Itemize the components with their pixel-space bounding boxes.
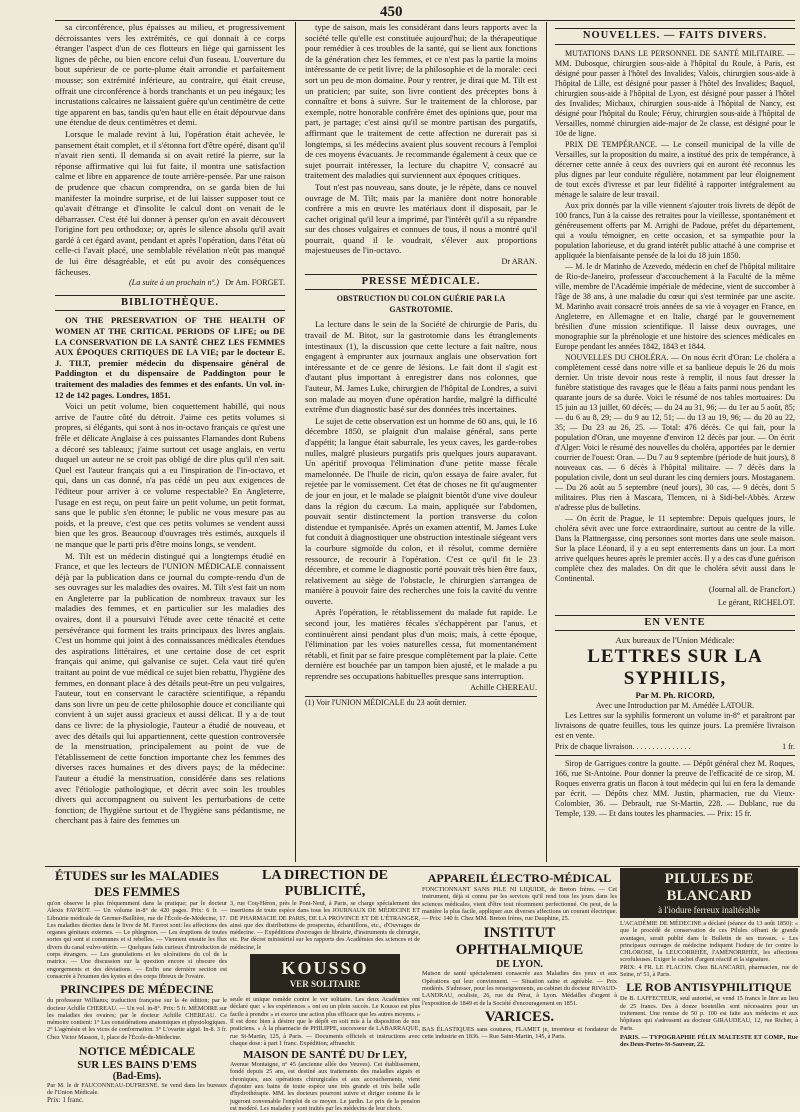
ad-subtitle: SUR LES BAINS D'EMS [77,1059,197,1072]
ads-column-3 [422,868,617,1088]
paragraph: M. Tilt est un médecin distingué qui a longtemps étudié en France, et que les lecteurs de l'UNION MÉDICALE connaissent déjà par la publication dans ce journal du compte-rendu d'un de ses ouvrages sur les maladies des ovaires. M. Tilt s'est fait un nom en Angleterre par la publication de nombreux travaux sur les maladies des femmes, et en particulier sur les maladies des ovaires, dont il a poursuivi l'étude avec cette ténacité et cette persévérance qui forment les traits principaux des livres anglais. C'est un homme qui joint à des connaissances médicales étendues des aspirations littéraires, et une certaine dose de cet esprit français qui anime, qui galvanise ce sujet. Cela vaut tiré qu'en traitant au point de vue médical ce sujet bien rebattu, l'hygiène des femmes, en donnant place à des détails peut-être un peu vulgaires, l'auteur, tout en conservant le caractère scientifique, a répandu dans son livre un peu de cette philosophie douce et conciliante qui convient à un sujet aussi gracieux et aussi délicat. Il y a de tout dans ce livre: de la physiologie, l'auteur a étudié de nouveau, et avec des détails qui lui appartiennent, cette question controversée de la menstruation, principalement au point de vue de l'établissement de cette fonction importante chez les femmes des diverses races humaines et des divers pays; de la médecine: l'auteur a étudié la menstruation, considérée dans ses relations avec l'étiologie pathologique, et décrit avec soin les troubles divers qui accompagnent ou suivent les perturbations de cette fonction; de l'hygiène surtout et de l'hygiène sans pédantisme, ne cherchant pas à faire des femmes un [55,550,285,826]
printer-imprint: PARIS. — TYPOGRAPHIE FÉLIX MALTESTE ET COMP., Rue des Deux-Portes-St-Sauveur, 22. [620,1033,798,1049]
ad-text: 3, rue Coq-Héron, près le Pont-Neuf, à Paris, se charge spécialement des insertions de toute espèce dans tous les JOURNAUX DE MÉDECINE ET DE PHARMACIE DE PARIS, DE LA PROVINCE ET DE L'ÉTRANGER, ainsi que des distributions de prospectus, échantillons, etc., d'Ouvrages de médecine. — Expéditions d'ouvrages de librairie, d'instruments de chirurgie, etc. Par décret ministériel sur les rapports des Académies des sciences et de médecine, le [230,900,420,951]
price-label: Prix de chaque livraison. . . . . . . . . . . . . . . [555,742,691,752]
ad-title: LA DIRECTION DE PUBLICITÉ, [261,868,389,899]
section-heading-bibliotheque: BIBLIOTHÈQUE. [55,295,285,312]
ad-title: NOTICE MÉDICALE [78,1044,196,1059]
paragraph: — M. le dr Marinho de Azevedo, médecin en chef de l'hôpital militaire de Rio-de-Janeiro, professeur d'accouchement à la Faculté de la même ville, membre de l'Académie impériale de médecine, vient de succomber à l'âge de 38 ans, à une maladie du cœur qui s'est terminée par une ascite. M. Marinho avait consacré trois années de sa vie à voyager en France, en Angleterre, en Allemagne et en Italie, chargé par le gouvernement brésilien d'une mission scientifique. Il laisse deux ouvrages, une monographie sur la phrénologie et une histoire des sciences médicales en Europe pendant les années 1842, 1843 et 1844. [555,261,795,351]
ad-title: PILULES DE BLANCARD [664,871,754,904]
ad-title: ÉTUDES sur les MALADIES DES FEMMES [54,868,220,899]
ad-subtitle: à l'iodure ferreux inaltérable [658,905,760,915]
ad-price: PRIX: 4 FR. LE FLACON. Chez BLANCARD, pharmacien, rue de Seine, nº 51, à Paris. [620,963,798,979]
header-rule [55,20,795,21]
book-intro: Avec une Introduction par M. Amédée LATOUR. [595,700,755,710]
paragraph: Après l'opération, le rétablissement du malade fut rapide. Le second jour, les matières fécales s'échappèrent par l'anus, et continuèrent ainsi pendant plus d'un mois; mais, à cette époque, l'élimination par les voies naturelles cessa, fut momentanément rétabli, et finit par se faire presque complètement par la plaie. Cette dernière est bouchée par un tampon bien ajusté, et le malade a pu reprendre ses occupations habituelles presque sans interruption. [305,607,537,682]
section-heading-nouvelles: NOUVELLES. — FAITS DIVERS. [555,28,795,45]
gerant-signature: Le gérant, RICHELOT. [717,598,795,608]
ad-title: PRINCIPES DE MÉDECINE [60,982,214,997]
author-signature: Dr Am. FORGET. [225,278,285,288]
ad-title: MAISON DE SANTÉ DU Dr LEY, [243,1049,407,1062]
ad-text: BAS ÉLASTIQUES sans coutures, FLAMET je, inventeur et fondateur de cette industrie en 1836. — Rue Saint-Martin, 145, à Paris. [422,1025,617,1041]
sale-location: Aux bureaux de l'Union Médicale: [615,635,735,646]
page-number: 450 [380,4,403,20]
ad-text: De B. LAFFECTEUR, seul autorisé, se vend 15 francs le litre au lieu de 25 francs. Des à douze bouteilles sont nécessaires pour un traitement. Une remise de 50 p. 100 est faite aux médecins et aux hôpitaux qui s'adressent au docteur GIRAUDEAU, 12, rue Richer, à Paris. [620,995,798,1032]
logo-word: KOUSSO [281,958,369,979]
ad-title: APPAREIL ÉLECTRO-MÉDICAL [427,871,612,885]
ad-banner [620,868,798,918]
kousso-logo [250,954,400,993]
ad-text: L'ACADÉMIE DE MÉDECINE a déclaré (séance du 13 août 1850): « que le procédé de conservation de ces Pilules offrant de grands avantages, serait publié dans le Bulletin de ses travaux. » Les principaux ouvrages de médecine indiquent l'iodure de fer contre la CHLOROSE, la LEUCORRHÉE, l'AMÉNORRHÉE, les affections scrofuleuses. Exiger le cachet d'argent réactif et la signature. [620,920,798,964]
ad-title: VARICES. [484,1008,555,1025]
footnote: (1) Voir l'UNION MÉDICALE du 23 août dernier. [305,696,537,708]
ad-subtitle: DE LYON. [496,959,543,971]
paragraph: NOUVELLES DU CHOLÉRA. — On nous écrit d'Oran: Le choléra a complètement cessé dans notre ville et sa banlieue depuis le 26 du mois dernier. Un triste devoir nous reste à remplir, il nous faut dresser la funèbre statistique des ravages que le fléau a faits parmi nous pendant les quarante jours de sa durée. Voici le résumé de nos tables mortuaires: Du 15 juin au 13 juillet, 60 décès; — du 24 au 31, 96; — du 1er au 5 août, 85; — du 6 au 8, 29; — du 9 au 12, 51; — du 13 au 19, 96; — du 20 au 22, 35; — Du 23 au 26, 25. — Total: 476 décès. Ce qui fait, pour la population d'Oran, une moyenne d'environ 12 décès par jour. — On écrit d'Alger: Voici le résumé des nouvelles du choléra, apportées par le dernier courrier de l'ouest: Oran. — Du 7 au 9 septembre (période de huit jours), 8 nouveaux cas. — 6 décès à l'hôpital militaire. — 7 décès dans la population civile, dont un seul durant les cinq derniers jours. Mostaganem. — Du 26 août au 5 septembre (neuf jours), 30 cas, — 9 décès, dont 5 militaires. Plus rien à Mascara, Tlemcen, ni à Sidi-bel-Abbès. Arzew n'adresse plus de bulletins. [555,352,795,512]
price-line [555,742,795,752]
logo-word: VER SOLITAIRE [289,979,361,990]
article-title: OBSTRUCTION DU COLON GUÉRIE PAR LA GASTROTOMIE. [336,294,506,314]
paragraph: Le sujet de cette observation est un homme de 60 ans, qui, le 16 décembre 1850, se plaignit d'un malaise général, sans perte d'appétit; la langue était saburrale, les yeux caves, les garde-robes nulles, malgré plusieurs purgatifs pris quelques jours auparavant. Un apéritif provoqua l'élimination d'une petite masse fécale mamelonnée. De l'huile de ricin, qu'on essaya de faire avaler, fut rejetée par le vomissement. Cet état de choses ne fit qu'augmenter de jour en jour, et le malade se plaignit bientôt d'une vive douleur dans la région du cæcum. La main, appliquée sur l'abdomen, pouvait sentir distinctement la portion transverse du colon distendue et tympanisée. Après un examen attentif, M. James Luke fut conduit à diagnostiquer une obstruction intestinale siégeant vers la courbure sigmoïde du colon, et il résolut, comme dernière ressource, de recourir à l'opération. C'est ce qu'il fit le 23 décembre, et comme le diagnostic porté pouvait très bien être faux, relativement au siège de l'obstacle, le chirurgien s'arrangea de manière à pouvoir faire des recherches une fois la cavité du ventre ouverte. [305,415,537,606]
ad-text: FONCTIONNANT SANS PILE NI LIQUIDE, de Breton frères. — Cet instrument, déjà si connu par les services qu'il rend tous les jours dans les sciences médicales, vient d'être tout récemment perfectionné. On peut, de la manière la plus facile, appliquer aux diverses affections un courant électrique. — Prix: 140 fr. Chez MM. Breton frères, rue Dauphine, 25. [422,886,617,923]
signature-line [55,278,285,289]
advert-sirop: Sirop de Garrigues contre la goutte. — Dépôt général chez M. Roques, 166, rue St-Antoine. Pour donner la preuve de l'efficacité de ce sirop, M. Roques enverra gratis un flacon à tout médecin qui lui en fera la demande par écrit. — Dépôts chez MM. Justin, pharmacien, rue du Vieux-Colombier, 36. — Debrault, rue St-Martin, 228. — Dublanc, rue du Temple, 139. — Et dans toutes les pharmacies. — Prix: 15 fr. [555,759,795,819]
book-author: Par M. Ph. RICORD, [635,689,715,700]
column-divider [295,22,296,862]
paragraph: Voici un petit volume, bien coquettement habillé, qui nous arrive de l'autre côté du détroit. J'aime ces petits volumes si propres, si élégants, qui sont à nos in-octavo français ce qu'est une frêle et délicate Anglaise à ces puissantes Flamandes dont Rubens a décoré ses tableaux; j'aime surtout cet usage anglais, en vertu duquel un auteur ne se croit pas obligé de dire plus qu'il n'en sait. Quel est l'auteur français qui a eu l'inspiration de l'in-octavo, et qui, dans un cas donné, n'a pas cédé un peu aux exigences de l'éditeur pour arriver à ce volume respectable? En Angleterre, l'usage en est reçu, on peut faire un petit volume, un petit format, sans que le public s'en étonne; le public ne vous mesure pas au poids, et la preuve, c'est que ces petits volumes se vendent aussi bien que les gros. Beaucoup d'ouvrages très estimés, auxquels il ne manque que le parti pris d'être moins longs, se vendent. [55,401,285,549]
paragraph: PRIX DE TEMPÉRANCE. — Le conseil municipal de la ville de Versailles, sur la proposition du maire, a institué des prix de tempérance, à décerner cette année à ceux des ouvriers qui en auront été reconnus les plus dignes par leur conduite régulière, notamment par leur éloignement de tout excès d'ivresse et par leur fidélité à rapporter intégralement au ménage le salaire de leur travail. [555,139,795,199]
column-left [55,22,285,862]
paragraph: Les Lettres sur la syphilis formeront un volume in-8° et paraîtront par livraisons de quatre feuilles, tous les quinze jours. La première livraison est en vente. [555,711,795,741]
ads-column-1 [47,868,227,1104]
source-note: (Journal all. de Francfort.) [708,584,795,594]
book-title-syphilis: LETTRES SUR LA SYPHILIS, [587,645,763,689]
paragraph: Lorsque le malade revint à lui, l'opération était achevée, le pansement était complet, et il s'étonna fort d'être opéré, disant qu'il n'avait rien senti. Il demanda si on avait retiré la pierre, sur la réponse affirmative qui lui fut faite, il montra une satisfaction calme et libre en apparence de toute arrière-pensée. Par une raison de prudence que chacun comprendra, on se garda bien de lui manifester la moindre surprise, et de lui laisser supposer tout ce qu'avait d'étrange et d'insolite le calcul dont on venait de le débarrasser. C'est été lui donner à penser qu'on en avait découvert l'origine fort peu orthodoxe; or, après le silence absolu qu'il avait gardé à cet égard avant, pendant et après l'opération, dans l'état où celle-ci l'avait placé, une semblable révélation n'eût pas manqué de lui être désagréable, et eût pu avoir des conséquences fâcheuses. [55,128,285,277]
paragraph: Aux prix donnés par la ville viennent s'ajouter trois livrets de dépôt de 100 francs, l'un à la caisse des retraites pour la vieillesse, spontanément et généreusement offerts par M. Arrighi de Padoue, préfet du département, qui a voulu témoigner, en cette occasion, et sa sympathie pour la population laborieuse, et du grand intérêt public attaché à une comprise et appliquée la bienfaisante pensée de la loi du 18 juin 1850. [555,200,795,260]
column-right [555,22,795,862]
ad-text: Maison de santé spécialement consacrée aux Maladies des yeux et aux Opérations qui leur conviennent. — Situation saine et agréable. — Prix modérés. S'adresser, pour les renseignements, au cabinet du docteur RIVAUD-LANDRAU, oculiste, 26, rue du Pérat, à Lyon. Médailles d'argent à l'exposition de 1849 et de la Société d'encouragement en 1851. [422,970,617,1007]
ad-text: du professeur Williams; traduction française sur la 4e édition; par le docteur Achille CHEREAU. — Un vol. in-8°. Prix: 5 fr. MÉMOIRE sur les maladies des ovaires; par le docteur Achille CHEREAU. Ce mémoire contient: 1° Les considérations anatomiques et physiologiques. 2° L'agénésie et les vices de conformation. 3° L'ovarite aiguë. In-8. 3 fr. Chez Victor Masson, 1, place de l'École-de-Médecine. [47,997,227,1041]
ads-column-4 [620,868,798,1088]
ad-subtitle: (Bad-Ems). [112,1071,162,1083]
price-value: 1 fr. [782,742,795,752]
paragraph: La lecture dans le sein de la Société de chirurgie de Paris, du travail de M. Bitot, sur la gastrotomie dans les étranglements intestinaux (1), la discussion que cette lecture a fait naître, nous engagent à emprunter aux journaux anglais une observation fort intéressante et de ce genre de lésions. Le fait dont il s'agit est d'autant plus important à enregistrer dans nos colonnes, que l'auteur, M. James Luke, chirurgien de l'hôpital de Londres, a suivi son malade au moyen d'une opération hardie, malgré la difficulté extrême d'un diagnostic basé sur des données très incertaines. [305,319,537,415]
column-middle [305,22,537,862]
ad-text: Avenue Montaigne, nº 45 (ancienne allée des Veuves). Cet établissement, fondé depuis 25 ans, est destiné aux traitements des maladies aiguës et chroniques, aux opérations chirurgicales et aux accouchements, vient d'ajouter aux bains de toute espèce une très grande et très belle salle d'hydrothérapie. MM. les docteurs pourront suivre et diriger comme ils le jugeront convenable l'emploi de ce moyen. Le jardin. Le prix de la pension est modéré. Les malades y sont traités par les médecins de leur choix. [230,1061,420,1112]
ads-top-rule [45,866,800,867]
section-heading-en-vente: EN VENTE [555,615,795,632]
paragraph: MUTATIONS DANS LE PERSONNEL DE SANTÉ MILITAIRE. — MM. Dubosque, chirurgien sous-aide à l'hôpital du Roule, à Paris, est désigné pour passer à l'hôtel des Invalides; Valois, chirurgien sous-aide à l'hôpital de Lille, est désigné pour passer à l'hôtel des Invalides; Baquol, chirurgien sous-aide à l'hôpital de Lyon, est désigné pour passer à l'hôtel des Invalides; Michaux, chirurgien sous-aide à l'hôpital de Nancy, est désigné pour l'hôpital du Roule; Féruy, chirurgien sous-aide à l'hôpital de Versailles, nommé chirurgien aide-major de 2e classe, est désigné pour le 10e de ligne. [555,48,795,138]
author-signature: Achille CHEREAU. [470,682,537,692]
ad-price: Prix: 1 franc. [47,1095,84,1104]
ad-text: seule et unique remède contre le ver solitaire. Les deux Académies ont déclaré que: « les expériences » ont eu un plein succès. Le Kousso est plus facile à prendre » et exerce une action plus efficace que les autres moyens. » Il est donc bien à désirer que le dépôt en soit mis à la disposition de nos praticiens. » À la pharmacie de PHILIPPE, successeur de LABARRAQUE, rue St-Martin, 125, à Paris. — Documents officiels et instructions avec chaque dose: à part 1 franc. Expédition; affranchir. [230,996,420,1047]
ad-title: LE ROB ANTISYPHILITIQUE [626,980,792,995]
ad-text: qu'on observe le plus fréquemment dans la pratique; par le docteur Alexis FAVROT. — Un volume in-8° de 420 pages. Prix: 6 fr. — Librairie médicale de Germer-Baillière, rue de l'École-de-Médecine, 17. Les maladies décrites dans le livre de M. Favrot sont: les affections des organes génitaux externes. — Le phlegmon. — Les éruptions de toutes sortes qui sont si communes et si rebelles. — Viennent ensuite les flux divers du canal vulvo-utérin. — Quelques faits curieux d'introduction de corps étrangers. — Les granulations et les ulcérations du col de la matrice. — Une discussion sur la question encore si obscure des engorgements et des déviations. — Enfin une dernière section est consacrée à l'examen des kystes et des corps fibreux de l'ovaire. [47,900,227,980]
paragraph: sa circonférence, plus épaisses au milieu, et progressivement décroissantes vers les extrémités, ce qui donnait à ce corps étranger l'aspect d'un de ces flotteurs en liége qui garnissent les lignes de pêche, ou bien encore celui d'un fuseau. L'ouverture du bout supérieur de ce porte-plume était arrondie et parfaitement mousse; son extrémité inférieure, au contraire, qui était creuse, offrait une circonférence à bords tranchants et un peu inégaux; les incrustations calcaires ne laissaient guère qu'un centimètre de cette tige apparent en bas, tandis qu'en haut elle en était dépourvue dans une étendue de deux centimètres et demi. [55,22,285,128]
section-heading-presse: PRESSE MÉDICALE. [305,274,537,291]
ad-text: Par M. le dr FAUCONNEAU-DUFRESNE. Se vend dans les bureaux de l'Union Médicale. [47,1082,227,1097]
author-signature: Dr ARAN. [501,257,537,267]
column-divider [546,22,547,862]
paragraph: — On écrit de Prague, le 11 septembre: Depuis quelques jours, le choléra sévit avec une force extraordinaire, surtout au centre de la ville. Dans la Plattnergasse, cinq personnes sont mortes dans une seule maison. Sur la place Léonard, il y a eu sept enterrements dans un jour. La mort arrive quelques heures après le premier accès. Il y a des cas d'une guérison complète chez des malades. On dit que le choléra sévit aussi dans le Continental. [555,513,795,583]
continued-note: (La suite à un prochain nº.) [128,278,219,288]
ads-column-2 [230,868,420,1112]
book-title: ON THE PRESERVATION OF THE HEALTH OF WOMEN AT THE CRITICAL PERIODS OF LIFE; ou DE LA CONSERVATION DE LA SANTÉ CHEZ LES FEMMES AUX ÉPOQUES CRITIQUES DE LA VIE; par le docteur E. J. TILT, premier médecin du dispensaire général de Paddington et du dispensaire de Paddington pour le traitement des maladies des femmes et des enfants. Un vol. in-12 de 142 pages. Londres, 1851. [55,315,285,400]
divider [555,755,795,756]
ad-title: INSTITUT OPHTHALMIQUE [455,925,584,959]
paragraph: type de saison, mais les considérant dans leurs rapports avec la société telle qu'elle est constituée aujourd'hui; de la thérapeutique pour remédier à ces troubles de la santé, qui se lient aux fonctions de la génération chez les femmes, et ce n'est pas la partie la moins intéressante de ce petit livre; de la philosophie et de la morale: ceci sort un peu de mon domaine. Pour y rentrer, je dirai que M. Tilt est un praticien; par suite, son livre contient des préceptes bons à connaître et bons à suivre. Sur le traitement de la chlorose, par exemple, notre honorable confrère émet des opinions que, pour ma part, je partage; c'est ainsi qu'il se montre partisan des purgatifs, affirmant que le traitement de cette affection ne durerait pas si longtemps, si les médecins avaient plus souvent recours à l'emploi de ces moyens évacuants. Je recommande également à ceux que ce sujet pourrait intéresser, la lecture du chapitre V, consacré au traitement des maladies qui surviennent aux époques critiques. [305,22,537,181]
paragraph: Tout n'est pas nouveau, sans doute, je le répète, dans ce nouvel ouvrage de M. Tilt; mais par la manière dont notre honorable confrère a mis en œuvre les matériaux dont il disposait, par le cachet original qu'il leur a imprimé, par l'intérêt qu'il a su répandre sur des choses vulgaires et connues de tous, il nous a montré qu'il pourrait, quand il le voudrait, s'élever aux proportions majestueuses de l'in-octavo. [305,181,537,256]
